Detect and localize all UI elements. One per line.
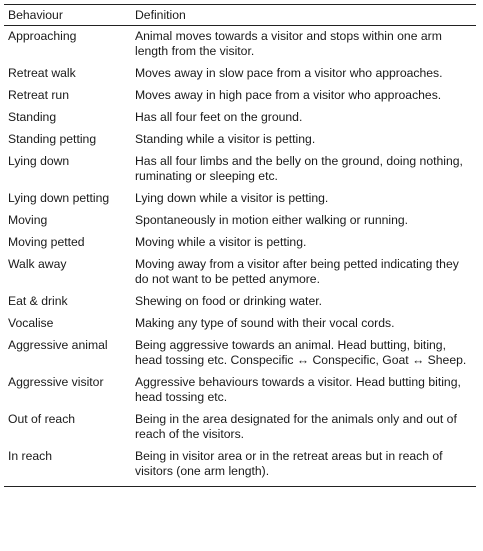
behaviour-cell: Retreat run [8, 88, 69, 102]
behaviour-cell: Aggressive visitor [8, 375, 104, 389]
table-row [4, 254, 476, 291]
table-header-row [4, 5, 476, 26]
behaviour-cell: Approaching [8, 29, 77, 43]
definition-cell: Lying down while a visitor is petting. [135, 191, 329, 205]
table-row [4, 335, 476, 372]
behaviour-definition-table [4, 4, 476, 487]
definition-cell: Has all four feet on the ground. [135, 110, 303, 124]
header-behaviour: Behaviour [8, 8, 63, 22]
behaviour-cell: In reach [8, 449, 53, 463]
definition-cell: Aggressive behaviours towards a visitor. Head butting biting, head tossing etc. [135, 375, 461, 404]
behaviour-cell: Out of reach [8, 412, 76, 426]
definition-cell: Has all four limbs and the belly on the ground, doing nothing, ruminating or sleeping etc. [135, 154, 463, 183]
definition-cell: Shewing on food or drinking water. [135, 294, 322, 308]
definition-cell: Being aggressive towards an animal. Head butting, biting, head tossing etc. Conspecific ↔ Conspecific, Goat ↔ Sheep. [135, 338, 467, 367]
table-row [4, 188, 476, 210]
behaviour-cell: Eat & drink [8, 294, 68, 308]
behaviour-cell: Retreat walk [8, 66, 76, 80]
behaviour-cell: Lying down petting [8, 191, 110, 205]
behaviour-cell: Walk away [8, 257, 67, 271]
table-row [4, 107, 476, 129]
header-definition: Definition [135, 8, 186, 22]
definition-cell: Spontaneously in motion either walking or running. [135, 213, 409, 227]
definition-cell: Being in visitor area or in the retreat areas but in reach of visitors (one arm length). [135, 449, 443, 478]
table-row [4, 26, 476, 64]
table-row [4, 291, 476, 313]
table-row [4, 446, 476, 487]
table-row [4, 313, 476, 335]
behaviour-cell: Moving petted [8, 235, 85, 249]
behaviour-cell: Lying down [8, 154, 70, 168]
definition-cell: Animal moves towards a visitor and stops within one arm length from the visitor. [135, 29, 442, 58]
table-row [4, 210, 476, 232]
definition-cell: Moving while a visitor is petting. [135, 235, 307, 249]
behaviour-cell: Standing petting [8, 132, 97, 146]
behaviour-cell: Moving [8, 213, 48, 227]
definition-cell: Moves away in high pace from a visitor who approaches. [135, 88, 442, 102]
definition-cell: Making any type of sound with their vocal cords. [135, 316, 395, 330]
behaviour-cell: Aggressive animal [8, 338, 108, 352]
definition-cell: Moves away in slow pace from a visitor who approaches. [135, 66, 443, 80]
table-row [4, 63, 476, 85]
definition-cell: Moving away from a visitor after being petted indicating they do not want to be petted anymore. [135, 257, 459, 286]
table-row [4, 372, 476, 409]
definition-cell: Standing while a visitor is petting. [135, 132, 316, 146]
definition-cell: Being in the area designated for the animals only and out of reach of the visitors. [135, 412, 457, 441]
table-row [4, 232, 476, 254]
table-row [4, 129, 476, 151]
behaviour-cell: Vocalise [8, 316, 54, 330]
table-row [4, 409, 476, 446]
table-row [4, 85, 476, 107]
table-row [4, 151, 476, 188]
behaviour-cell: Standing [8, 110, 57, 124]
